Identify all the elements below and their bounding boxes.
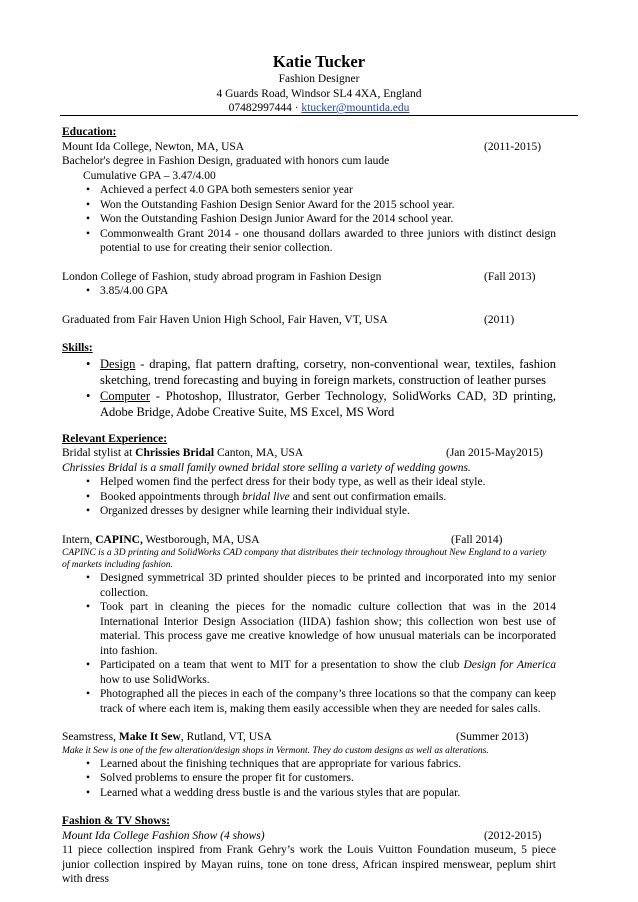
school3-name: Graduated from Fair Haven Union High School, Fair Haven, VT, USA <box>62 313 388 326</box>
job2-bullets <box>62 571 556 716</box>
job2-title: Intern, CAPINC, Westborough, MA, USA <box>62 533 260 546</box>
education-school1-row <box>62 140 556 155</box>
email-link[interactable]: ktucker@mountida.edu <box>301 102 410 114</box>
list-item: • Solved problems to ensure the proper fit for customers. <box>62 771 556 786</box>
gpa: Cumulative GPA – 3.47/4.00 <box>83 169 216 182</box>
job2-description: CAPINC is a 3D printing and SolidWorks CAD company that distributes their technology throughout New England to a variety of markets including fashion. <box>62 548 547 570</box>
design-label: Design <box>100 356 136 371</box>
phone: 07482997444 <box>228 102 292 114</box>
school2-dates: (Fall 2013) <box>484 270 536 283</box>
list-item: • Commonwealth Grant 2014 - one thousand dollars awarded to three juniors with distinct design potential to use for creating their senior collection. <box>62 227 556 256</box>
job3-row <box>62 730 556 745</box>
computer-text: - Photoshop, Illustrator, Gerber Technology, SolidWorks CAD, 3D printing, Adobe Bridge, Adobe Creative Suite, MS Excel, MS Word <box>100 388 556 419</box>
list-item: • Booked appointments through bridal live and sent out confirmation emails. <box>62 490 556 505</box>
job1-title: Bridal stylist at Chrissies Bridal Canton, MA, USA <box>62 447 304 459</box>
school2-bullets <box>62 284 556 299</box>
skill-computer <box>62 388 556 420</box>
skills-bullets <box>62 356 556 420</box>
show1-row <box>62 829 556 844</box>
job1-bullets <box>62 475 556 519</box>
job1-row <box>62 446 556 461</box>
shows-heading: Fashion & TV Shows: <box>62 815 170 827</box>
separator: · <box>294 102 299 114</box>
list-item: • Helped women find the perfect dress for their body type, as well as their ideal style. <box>62 475 556 490</box>
job1-dates: (Jan 2015-May2015) <box>446 447 543 459</box>
job1-company: Chrissies Bridal <box>135 447 215 459</box>
contact-line <box>0 101 638 116</box>
job2-company: CAPINC, <box>95 533 143 546</box>
school1-dates: (2011-2015) <box>484 140 542 153</box>
education-school3-row <box>62 313 556 328</box>
job1-description: Chrissies Bridal is a small family owned bridal store selling a variety of wedding gowns. <box>62 461 471 474</box>
job3-title: Seamstress, Make It Sew, Rutland, VT, USA <box>62 731 272 743</box>
show1-dates: (2012-2015) <box>484 829 542 842</box>
resume-header <box>0 52 638 116</box>
job2-row <box>62 533 556 548</box>
list-item: • 3.85/4.00 GPA <box>62 284 556 299</box>
job3-bullets <box>62 757 556 801</box>
show1-description: 11 piece collection inspired from Frank Gehry’s work the Louis Vuitton Foundation museum, 5 piece junior collection inspired by Mayan ruins, tone on tone dress, African inspired menswear, peplum shirt with dress <box>62 844 556 885</box>
job-title: Fashion Designer <box>278 73 360 85</box>
list-item: • Participated on a team that went to MIT for a presentation to show the club Design for America how to use SolidWorks. <box>62 658 556 687</box>
list-item: • Organized dresses by designer while learning their individual style. <box>62 504 556 519</box>
address: 4 Guards Road, Windsor SL4 4XA, England <box>216 87 422 100</box>
job3-description: Make it Sew is one of the few alteration/design shops in Vermont. They do custom designs as well as alterations. <box>62 745 489 756</box>
list-item: • Learned about the finishing techniques that are appropriate for various fabrics. <box>62 757 556 772</box>
design-text: - draping, flat pattern drafting, corsetry, non-conventional wear, textiles, fashion sketching, trend forecasting and buying in foreign markets, construction of leather purses <box>100 356 556 387</box>
school3-dates: (2011) <box>484 313 515 326</box>
job3-dates: (Summer 2013) <box>456 731 529 743</box>
degree: Bachelor's degree in Fashion Design, graduated with honors cum laude <box>62 155 390 167</box>
list-item: • Won the Outstanding Fashion Design Junior Award for the 2014 school year. <box>62 212 556 227</box>
education-heading: Education: <box>62 126 117 138</box>
candidate-name: Katie Tucker <box>272 52 366 71</box>
list-item: • Photographed all the pieces in each of the company’s three locations so that the company can keep track of where each item is, making them easily accessible when they are needed for sales calls. <box>62 687 556 716</box>
skills-heading: Skills: <box>62 342 93 354</box>
list-item: • Took part in cleaning the pieces for the nomadic culture collection that was in the 2014 International Interior Design Association (IIDA) fashion show; this collection won best use of material. This process gave me creative knowledge of how unusual materials can be incorporated into fashion. <box>62 600 556 658</box>
job3-company: Make It Sew <box>118 731 181 743</box>
experience-heading: Relevant Experience: <box>62 432 168 445</box>
list-item: • Learned what a wedding dress bustle is and the various styles that are popular. <box>62 786 556 801</box>
show1-name: Mount Ida College Fashion Show (4 shows) <box>62 829 265 842</box>
education-bullets <box>62 183 556 256</box>
list-item: • Designed symmetrical 3D printed shoulder pieces to be printed and incorporated into my senior collection. <box>62 571 556 600</box>
school2-name: London College of Fashion, study abroad program in Fashion Design <box>62 270 382 283</box>
resume-body <box>62 125 556 887</box>
job2-dates: (Fall 2014) <box>451 533 503 546</box>
computer-label: Computer <box>100 388 150 403</box>
school1-name: Mount Ida College, Newton, MA, USA <box>62 140 245 153</box>
list-item: • Achieved a perfect 4.0 GPA both semesters senior year <box>62 183 556 198</box>
list-item: • Won the Outstanding Fashion Design Senior Award for the 2015 school year. <box>62 198 556 213</box>
skill-design <box>62 356 556 388</box>
header-divider <box>60 115 578 116</box>
education-school2-row <box>62 270 556 285</box>
